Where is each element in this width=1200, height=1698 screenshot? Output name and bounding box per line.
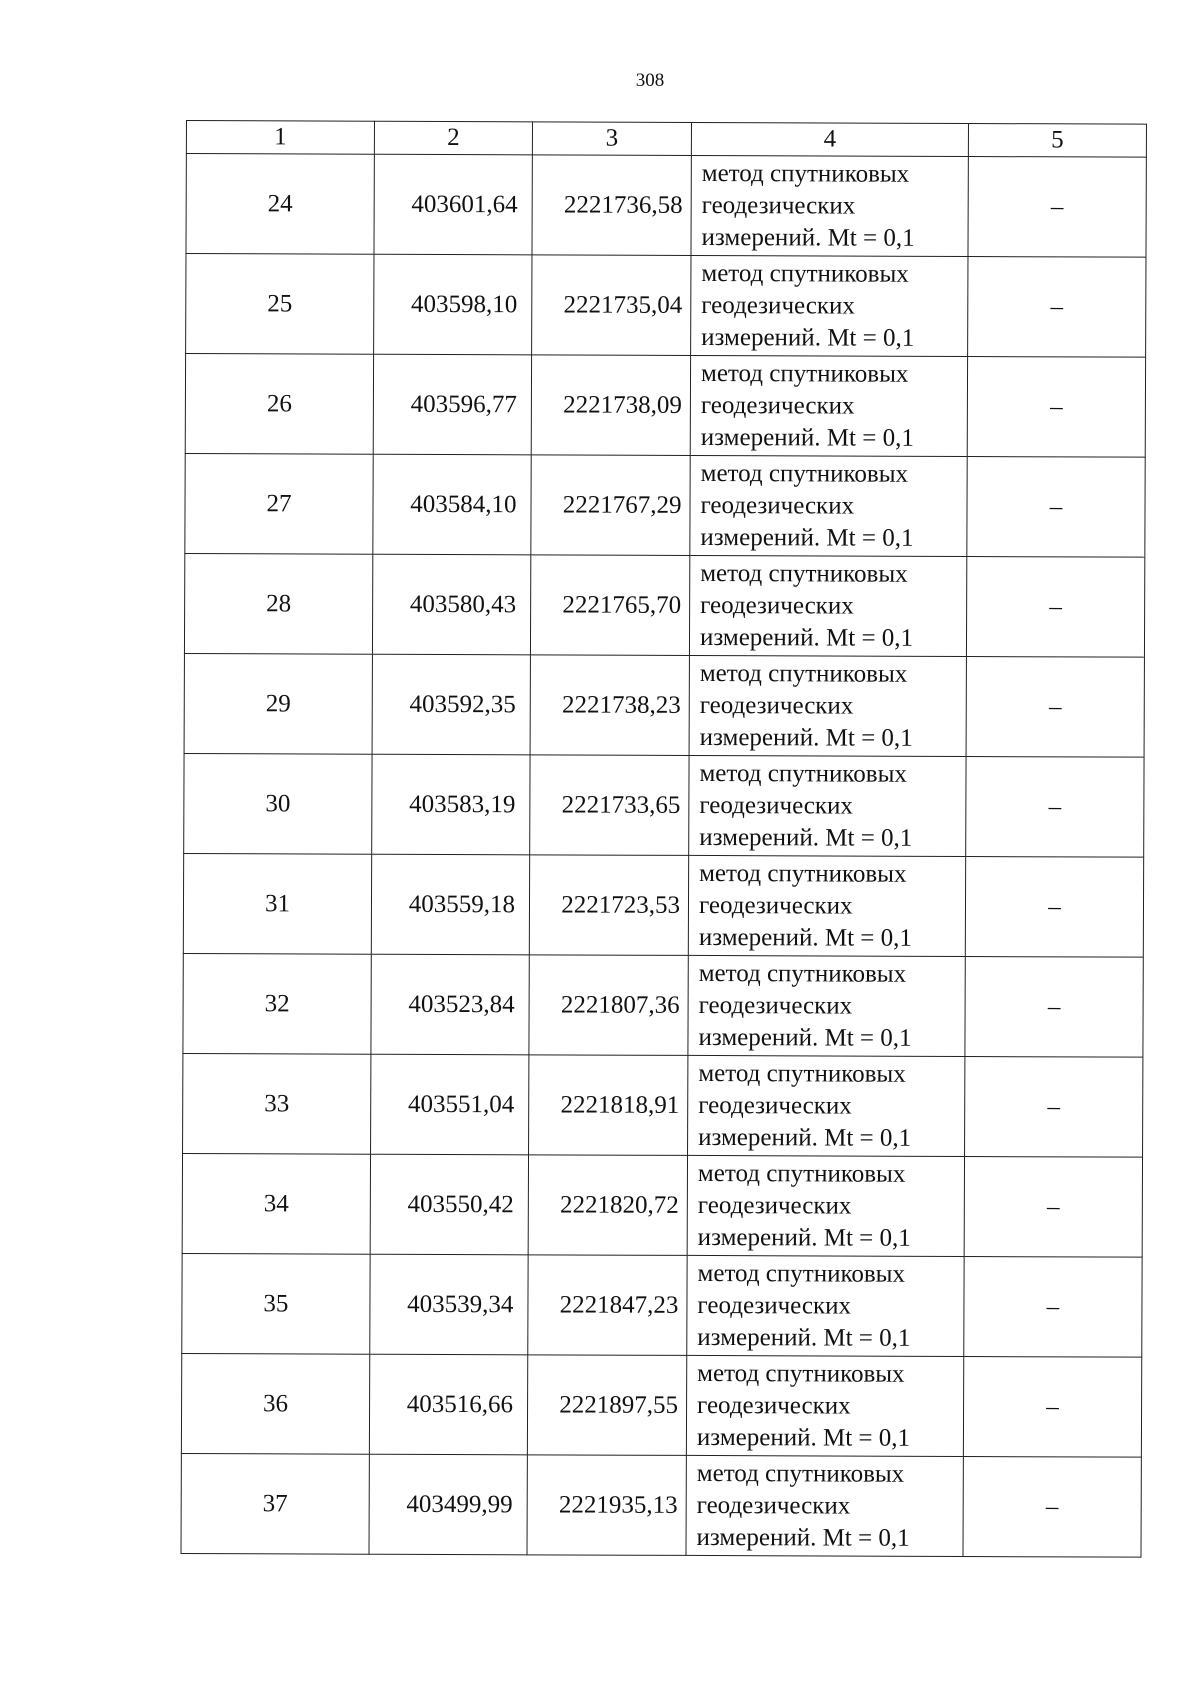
method-line: геодезических — [697, 1191, 852, 1220]
x-coordinate-cell: 403516,66 — [369, 1354, 527, 1455]
note-cell: – — [967, 457, 1145, 558]
y-coordinate-cell: 2221738,23 — [530, 655, 689, 756]
header-col-2: 2 — [374, 121, 532, 155]
point-number-cell: 35 — [182, 1253, 370, 1354]
point-number-cell: 36 — [181, 1353, 369, 1454]
y-coordinate-cell: 2221897,55 — [527, 1355, 686, 1456]
header-col-1: 1 — [186, 121, 374, 155]
point-number-cell: 29 — [184, 653, 372, 754]
table-row — [184, 653, 1144, 757]
table-row — [184, 553, 1144, 657]
y-coordinate-cell: 2221847,23 — [528, 1255, 687, 1356]
note-cell: – — [965, 856, 1143, 957]
x-coordinate-cell: 403499,99 — [369, 1454, 527, 1555]
method-line: геодезических — [699, 691, 854, 720]
method-line: метод спутниковых — [697, 1159, 906, 1188]
y-coordinate-cell: 2221738,09 — [531, 355, 690, 456]
method-cell — [691, 255, 968, 356]
method-line: геодезических — [701, 291, 855, 320]
method-line: геодезических — [699, 791, 854, 820]
method-line: геодезических — [701, 191, 856, 220]
method-line: геодезических — [700, 491, 855, 520]
method-line: геодезических — [698, 1091, 852, 1120]
x-coordinate-cell: 403550,42 — [370, 1154, 528, 1255]
page-number: 308 — [635, 70, 665, 91]
note-cell: – — [964, 1156, 1142, 1257]
y-coordinate-cell: 2221820,72 — [528, 1155, 687, 1256]
method-line: измерений. Mt = 0,1 — [698, 1123, 912, 1152]
x-coordinate-cell: 403584,10 — [373, 454, 531, 555]
table-row — [185, 354, 1145, 458]
method-line: измерений. Mt = 0,1 — [696, 1523, 910, 1552]
table-row — [183, 953, 1143, 1057]
method-line: измерений. Mt = 0,1 — [701, 323, 915, 352]
method-line: измерений. Mt = 0,1 — [700, 523, 914, 552]
method-cell — [686, 1355, 963, 1456]
x-coordinate-cell: 403551,04 — [371, 1054, 529, 1155]
y-coordinate-cell: 2221723,53 — [529, 855, 688, 956]
method-line: геодезических — [698, 891, 853, 920]
method-cell — [688, 1055, 965, 1156]
x-coordinate-cell: 403559,18 — [371, 854, 529, 955]
method-line: метод спутниковых — [699, 859, 907, 888]
y-coordinate-cell: 2221733,65 — [530, 755, 689, 856]
table-row — [184, 753, 1144, 857]
method-cell — [689, 755, 966, 856]
method-line: измерений. Mt = 0,1 — [699, 723, 913, 752]
table-row — [181, 1353, 1141, 1457]
x-coordinate-cell: 403592,35 — [372, 654, 530, 755]
method-cell — [689, 655, 966, 756]
table-row — [181, 1453, 1141, 1557]
method-line: измерений. Mt = 0,1 — [700, 423, 914, 452]
method-line: метод спутниковых — [698, 959, 907, 988]
x-coordinate-cell: 403539,34 — [370, 1254, 528, 1355]
header-col-3: 3 — [532, 122, 691, 156]
method-line: метод спутниковых — [700, 459, 909, 488]
method-line: геодезических — [697, 1391, 851, 1420]
x-coordinate-cell: 403596,77 — [373, 354, 531, 455]
method-line: метод спутниковых — [696, 1459, 905, 1488]
method-cell — [686, 1455, 963, 1556]
method-cell — [687, 1255, 964, 1356]
method-line: метод спутниковых — [699, 759, 907, 788]
table-row — [186, 154, 1146, 258]
method-cell — [687, 1155, 964, 1256]
x-coordinate-cell: 403583,19 — [372, 754, 530, 855]
method-line: измерений. Mt = 0,1 — [698, 1023, 912, 1052]
y-coordinate-cell: 2221767,29 — [531, 455, 690, 556]
point-number-cell: 28 — [184, 553, 372, 654]
method-line: геодезических — [696, 1491, 851, 1520]
method-line: метод спутниковых — [701, 159, 910, 188]
table-row — [183, 853, 1143, 957]
x-coordinate-cell: 403580,43 — [372, 554, 530, 655]
y-coordinate-cell: 2221935,13 — [527, 1455, 686, 1556]
point-number-cell: 33 — [183, 1053, 371, 1154]
method-line: метод спутниковых — [698, 1059, 906, 1088]
note-cell: – — [965, 1056, 1143, 1157]
point-number-cell: 37 — [181, 1453, 369, 1554]
method-cell — [691, 155, 968, 256]
note-cell: – — [964, 1256, 1142, 1357]
note-cell: – — [968, 157, 1146, 258]
method-line: геодезических — [698, 991, 853, 1020]
note-cell: – — [963, 1356, 1141, 1457]
x-coordinate-cell: 403601,64 — [374, 154, 532, 255]
method-line: геодезических — [697, 1291, 852, 1320]
y-coordinate-cell: 2221735,04 — [532, 255, 691, 356]
note-cell: – — [965, 956, 1143, 1057]
method-line: измерений. Mt = 0,1 — [696, 1423, 911, 1452]
method-line: геодезических — [700, 591, 854, 620]
point-number-cell: 27 — [185, 453, 373, 554]
method-line: измерений. Mt = 0,1 — [698, 923, 912, 952]
method-line: измерений. Mt = 0,1 — [701, 223, 915, 252]
method-cell — [689, 555, 966, 656]
note-cell: – — [966, 756, 1144, 857]
method-line: измерений. Mt = 0,1 — [697, 1223, 911, 1252]
table-row — [186, 254, 1146, 358]
method-cell — [690, 455, 967, 556]
method-line: метод спутниковых — [697, 1359, 905, 1388]
method-cell — [690, 355, 967, 456]
y-coordinate-cell: 2221736,58 — [532, 155, 691, 256]
y-coordinate-cell: 2221765,70 — [530, 555, 689, 656]
table-row — [183, 1053, 1143, 1157]
table-row — [185, 453, 1145, 557]
y-coordinate-cell: 2221807,36 — [529, 955, 688, 1056]
method-line: метод спутниковых — [701, 259, 909, 288]
coordinates-table — [180, 120, 1146, 1558]
method-cell — [688, 855, 965, 956]
header-col-5: 5 — [968, 124, 1146, 158]
method-line: измерений. Mt = 0,1 — [697, 1323, 911, 1352]
point-number-cell: 30 — [184, 753, 372, 854]
table-header-row — [186, 121, 1146, 158]
note-cell: – — [967, 357, 1145, 458]
point-number-cell: 31 — [183, 853, 371, 954]
y-coordinate-cell: 2221818,91 — [529, 1055, 688, 1156]
point-number-cell: 26 — [185, 354, 373, 455]
header-col-4: 4 — [691, 122, 968, 156]
table-body — [181, 154, 1146, 1558]
table-row — [182, 1153, 1142, 1257]
note-cell: – — [963, 1456, 1141, 1557]
x-coordinate-cell: 403598,10 — [374, 254, 532, 355]
method-line: метод спутниковых — [700, 559, 908, 588]
method-line: метод спутниковых — [699, 659, 908, 688]
method-line: измерений. Mt = 0,1 — [699, 823, 913, 852]
x-coordinate-cell: 403523,84 — [371, 954, 529, 1055]
note-cell: – — [966, 657, 1144, 758]
note-cell: – — [968, 257, 1146, 358]
method-line: геодезических — [700, 391, 855, 420]
note-cell: – — [966, 557, 1144, 658]
point-number-cell: 25 — [186, 254, 374, 355]
point-number-cell: 34 — [182, 1153, 370, 1254]
method-line: метод спутниковых — [700, 359, 909, 388]
method-line: измерений. Mt = 0,1 — [699, 623, 914, 652]
point-number-cell: 24 — [186, 154, 374, 255]
method-line: метод спутниковых — [697, 1259, 906, 1288]
method-cell — [688, 955, 965, 1056]
point-number-cell: 32 — [183, 953, 371, 1054]
table-row — [182, 1253, 1142, 1357]
